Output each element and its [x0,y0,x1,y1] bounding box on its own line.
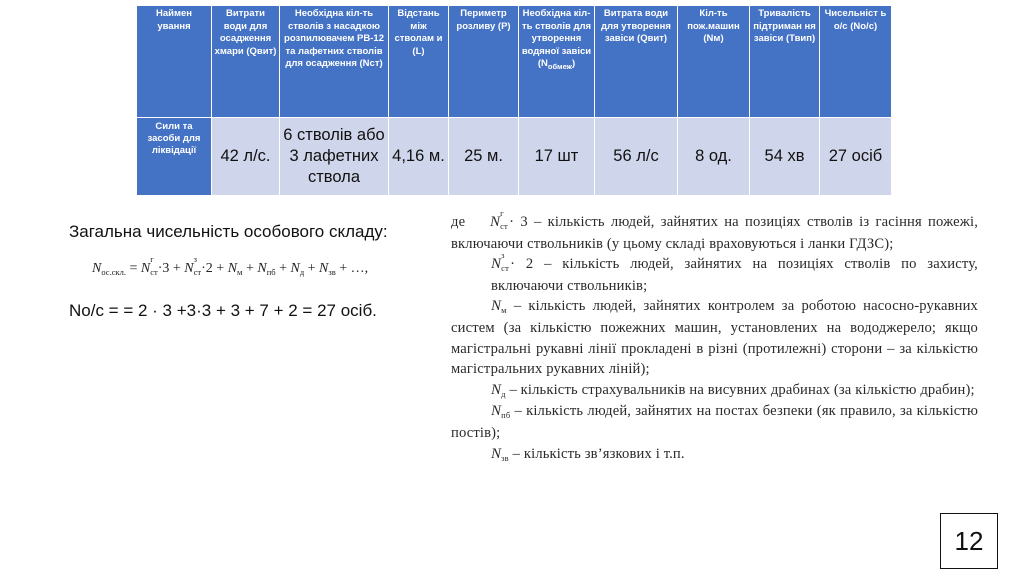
description-index [501,250,510,276]
summary-table [136,5,892,196]
description-intro: де [451,214,466,230]
description-coefficient: · 3 [509,214,528,230]
formula-symbol: N [227,261,238,276]
formula-symbol: N [140,261,151,276]
total-personnel-label: Загальна чисельність особового складу: [69,222,388,241]
description-text: – кількість зв’язкових і т.п. [508,445,685,462]
description-item [451,250,978,296]
formula-operator: ·2 + [201,261,228,276]
table-cell: 17 шт [519,118,595,196]
description-item [451,208,978,254]
personnel-calculation: No/c = = 2 · 3 +3·3 + 3 + 7 + 2 = 27 осіб. [69,301,377,320]
formula-subscript: ст [150,267,158,277]
description-text: – кількість страхувальників на висувних драбинах (за кількістю драбин); [505,381,975,398]
description-symbol: N [491,445,502,462]
description-coefficient: · 2 [510,256,534,273]
description-index [500,208,509,234]
description-subscript: м [501,305,507,316]
description-text: – кількість людей, зайнятих на постах безпеки (як правило, за кількістю постів); [451,403,978,441]
description-symbol: N [489,214,501,230]
description-subscript: ст [501,263,509,274]
description-subscript: зв [501,452,509,463]
formula-symbol: N [92,261,102,276]
table-header-cell: Тривалість підтриман ня завіси (Твип) [750,6,820,118]
table-header-symbol: N [541,58,548,69]
table-header-cell: Периметр розливу (Р) [449,6,519,118]
table-cell: 27 осіб [820,118,892,196]
formula-description [451,208,978,465]
formula-subscript: д [299,267,305,277]
formula-operator: + [242,261,258,276]
description-item [451,401,978,443]
description-subscript: пб [501,410,511,421]
table-header-cell: Чисельніст ь о/с (No/c) [820,6,892,118]
description-item [451,380,978,402]
table-cell: 4,16 м. [389,118,449,196]
personnel-formula [92,254,369,277]
formula-symbol: N [319,261,329,276]
table-header-row [137,6,892,118]
description-symbol: N [491,298,502,315]
formula-subscript: м [237,267,243,277]
page-number: 12 [940,513,998,569]
table-cell: 56 л/с [595,118,678,196]
formula-subscript: зв [328,267,336,277]
formula-operator: + [304,261,320,276]
table-row [137,118,892,196]
table-header-cell: Витрата води для утворення завіси (Qвит) [595,6,678,118]
formula-operator: = [125,261,141,276]
formula-symbol: N [184,261,194,276]
description-symbol: N [491,381,502,398]
formula-symbol: N [257,261,267,276]
table-cell: 42 л/с. [212,118,280,196]
table-cell: 25 м. [449,118,519,196]
table-header-cell: Необхідна кіл-ть стволів для утворення водяної завіси $(N_{обмеж})$ [519,6,595,118]
table-cell: 8 од. [678,118,750,196]
formula-operator: + [275,261,291,276]
formula-subscript: ос.скл. [101,267,126,277]
formula-subscript: пб [266,267,276,277]
table-header-cell: Витрати води для осадження хмари (Qвит) [212,6,280,118]
table-cell: 54 хв [750,118,820,196]
description-text: – кількість людей, зайнятих контролем за роботою насосно-рукавних систем (за кількістю пожежних машин, установлених на вододжерело; якщо магістральні рукавні лінії прокладені в різні (протилежні) сторони – за кількістю магістральних рукавних ліній); [451,298,978,378]
description-text: – кількість людей, зайнятих на позиціях стволів із гасіння пожежі, включаючи ствольників (у цьому складі враховуються і ланки ГДЗС); [451,214,978,252]
formula-superscript: г [150,254,154,264]
table-header-cell: Наймен ування [137,6,212,118]
description-symbol: N [491,403,502,420]
formula-symbol: N [290,261,300,276]
table-header-cell: Необхідна кіл-ть стволів з насадкою розпилювачем РВ-12 та лафетних стволів для осадження (Nст) [280,6,389,118]
table-row-label: Сили та засоби для ліквідації [137,118,212,196]
table-header-text: Необхідна кіл-ть стволів для утворення водяної завіси [521,8,592,57]
table-header-subscript: обмеж [547,61,572,71]
description-subscript: ст [500,221,508,231]
description-superscript: г [500,208,504,218]
table-header-cell: Відстань між стволам и (L) [389,6,449,118]
description-text: – кількість людей, зайнятих на позиціях стволів по захисту, включаючи ствольників; [491,256,978,294]
description-superscript: з [501,250,505,261]
formula-superscript: з [193,254,197,264]
formula-subscript: ст [193,267,202,277]
formula-operator: ·3 + [157,261,185,276]
formula-index [150,254,158,277]
table-cell: 6 стволів або 3 лафетних ствола [280,118,389,196]
formula-operator: + …, [335,261,369,276]
description-item [451,296,978,379]
description-symbol: N [491,256,502,273]
description-subscript: д [501,388,506,399]
description-item [451,444,978,466]
formula-index [193,254,202,277]
table-header-cell: Кіл-ть пож.машин (Nм) [678,6,750,118]
